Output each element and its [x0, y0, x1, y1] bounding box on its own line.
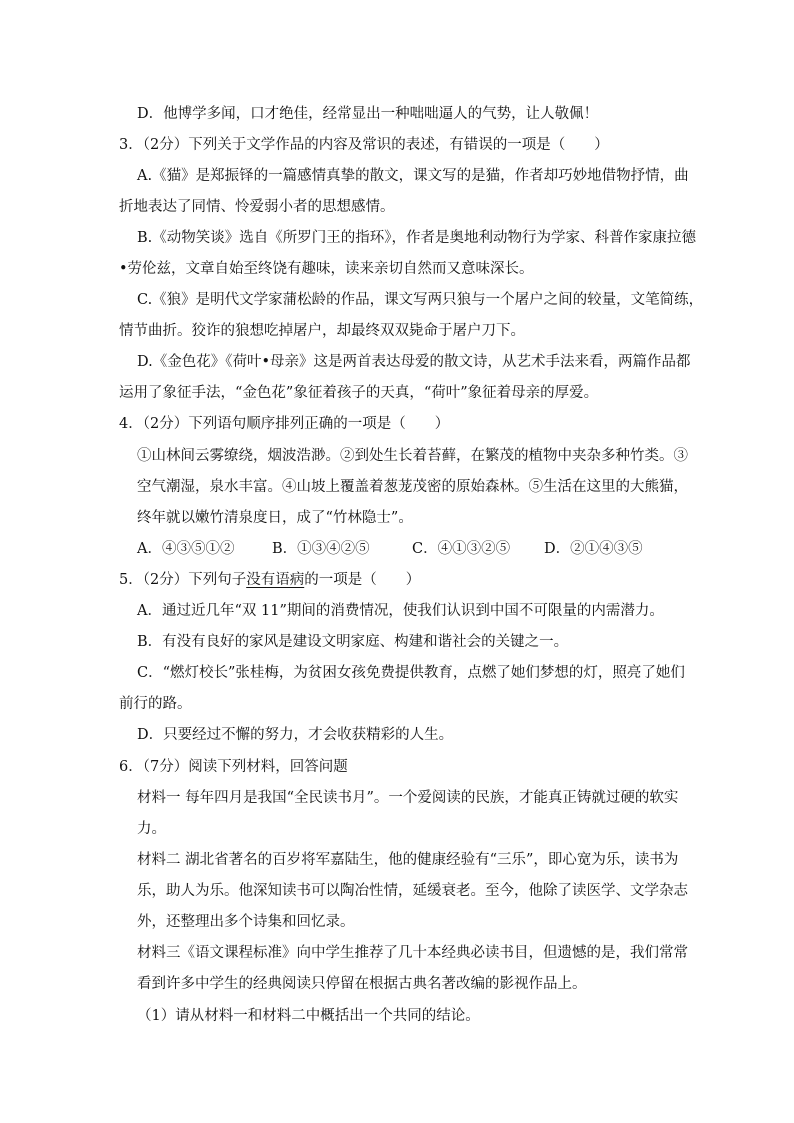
q5-option-d: D．只要经过不懈的努力，才会收获精彩的人生。: [137, 727, 454, 743]
q4-sentences-line1: ①山林间云雾缭绕，烟波浩渺。②到处生长着苔藓，在繁茂的植物中夹杂多种竹类。③: [137, 448, 688, 464]
q5-stem-pre: 5．（2分）下列句子: [119, 572, 247, 588]
q5-option-b: B．有没有良好的家风是建设文明家庭、构建和谐社会的关键之一。: [137, 634, 569, 650]
q3-option-a-line2: 折地表达了同情、怜爱弱小者的思想感情。: [119, 199, 395, 215]
material-2-line3: 外，还整理出多个诗集和回忆录。: [137, 914, 355, 930]
q4-option-a: A．④③⑤①②: [137, 541, 235, 557]
q3-option-b-line1: B.《动物笑谈》选自《所罗门王的指环》，作者是奥地利动物行为学家、科普作家康拉德: [137, 230, 697, 246]
material-3-line2: 看到许多中学生的经典阅读只停留在根据古典名著改编的影视作品上。: [137, 976, 587, 992]
q4-sentences-line3: 终年就以嫩竹清泉度日，成了“竹林隐士”。: [137, 510, 413, 526]
q3-option-b-line2: •劳伦兹，文章自始至终饶有趣味，读来亲切自然而又意味深长。: [119, 261, 534, 277]
material-2-line1: 材料二 湖北省著名的百岁将军嘉陆生，他的健康经验有“三乐”，即心宽为乐，读书为: [137, 852, 679, 868]
q6-stem: 6．（7分）阅读下列材料，回答问题: [119, 759, 348, 775]
material-1-line2: 力。: [137, 821, 166, 837]
q5-option-a: A．通过近几年“双 11”期间的消费情况，使我们认识到中国不可限量的内需潜力。: [137, 603, 664, 619]
q3-stem: 3．（2分）下列关于文学作品的内容及常识的表述，有错误的一项是（ ）: [119, 137, 609, 153]
material-3-line1: 材料三《语文课程标准》向中学生推荐了几十本经典必读书目，但遗憾的是，我们常常: [137, 945, 688, 961]
q4-stem: 4．（2分）下列语句顺序排列正确的一项是（ ）: [119, 416, 450, 432]
q5-option-c-line2: 前行的路。: [119, 696, 192, 712]
q6-subquestion-1: （1）请从材料一和材料二中概括出一个共同的结论。: [137, 1008, 480, 1024]
q3-option-a-line1: A.《猫》是郑振铎的一篇感情真挚的散文，课文写的是猫，作者却巧妙地借物抒情，曲: [137, 168, 689, 184]
q4-sentences-line2: 空气潮湿，泉水丰富。④山坡上覆盖着葱茏茂密的原始森林。⑤生活在这里的大熊猫，: [137, 479, 688, 495]
material-1-line1: 材料一 每年四月是我国“全民读书月”。一个爱阅读的民族，才能真正铸就过硬的软实: [137, 790, 679, 806]
q4-option-d: D．②①④③⑤: [544, 541, 643, 557]
q4-option-b: B．①③④②⑤: [272, 541, 370, 557]
q5-stem: [119, 570, 420, 590]
q5-stem-post: 的一项是（ ）: [304, 572, 421, 588]
q3-option-d-line1: D.《金色花》《荷叶•母亲》这是两首表达母爱的散文诗，从艺术手法来看，两篇作品都: [137, 354, 691, 370]
q4-option-c: C．④①③②⑤: [412, 541, 511, 557]
q3-option-c-line2: 情节曲折。狡诈的狼想吃掉屠户，却最终双双毙命于屠户刀下。: [119, 323, 525, 339]
q3-option-d-line2: 运用了象征手法，“金色花”象征着孩子的天真，“荷叶”象征着母亲的厚爱。: [119, 385, 599, 401]
material-2-line2: 乐，助人为乐。他深知读书可以陶冶性情，延缓衰老。至今，他除了读医学、文学杂志: [137, 883, 688, 899]
q5-option-c-line1: C．“燃灯校长”张桂梅，为贫困女孩免费提供教育，点燃了她们梦想的灯，照亮了她们: [137, 665, 685, 681]
q2-option-d: D．他博学多闻，口才绝佳，经常显出一种咄咄逼人的气势，让人敬佩！: [137, 106, 599, 122]
q4-options-row: [137, 539, 643, 559]
q5-stem-underlined: 没有语病: [246, 572, 305, 588]
q3-option-c-line1: C.《狼》是明代文学家蒲松龄的作品，课文写两只狼与一个屠户之间的较量，文笔简练，: [137, 292, 704, 308]
